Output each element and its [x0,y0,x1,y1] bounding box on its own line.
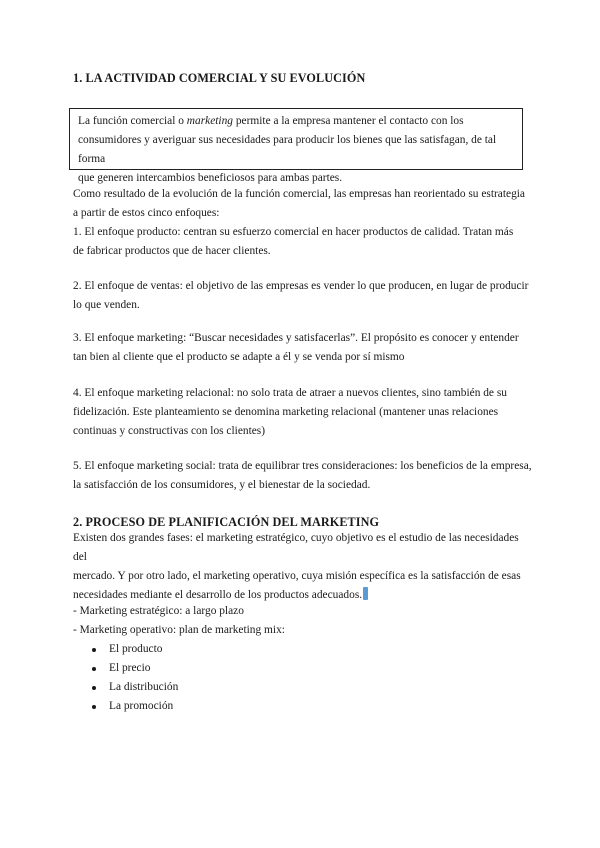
process-line-2: mercado. Y por otro lado, el marketing operativo, cuya misión específica es la satisfacción de esas [73,570,521,582]
process-paragraph [73,529,533,605]
bullet-icon [92,648,96,652]
process-line-3: necesidades mediante el desarrollo de los productos adecuados. [73,586,533,605]
intro-line-2: a partir de estos cinco enfoques: [73,207,220,219]
enfoque-4 [73,384,533,441]
enfoque-5 [73,457,533,495]
enfoque-1-line-2: de fabricar productos que de hacer clientes. [73,245,271,257]
enfoque-5-line-2: la satisfacción de los consumidores, y el bienestar de la sociedad. [73,479,371,491]
fase-estrategico: - Marketing estratégico: a largo plazo [73,605,244,617]
bullet-icon [92,705,96,709]
enfoque-3-line-2: tan bien al cliente que el producto se adapte a él y se venda por sí mismo [73,351,405,363]
definition-line-1: La función comercial o marketing permite a la empresa mantener el contacto con los [78,115,464,127]
enfoque-5-line-1: 5. El enfoque marketing social: trata de equilibrar tres consideraciones: los beneficios de la empresa, [73,460,532,472]
section-1-title: 1. LA ACTIVIDAD COMERCIAL Y SU EVOLUCIÓN [73,71,366,85]
process-line-1: Existen dos grandes fases: el marketing estratégico, cuyo objetivo es el estudio de las necesidades del [73,532,519,563]
phases-list [73,602,533,716]
definition-line-3: que generen intercambios beneficiosos para ambas partes. [78,172,343,184]
enfoque-2 [73,277,533,315]
list-item: La promoción [73,697,533,716]
list-item: La distribución [73,678,533,697]
list-item: El precio [73,659,533,678]
bullet-icon [92,667,96,671]
bullet-icon [92,686,96,690]
text-cursor [363,587,368,600]
definition-box [69,108,523,184]
intro-and-enfoque-1 [73,185,533,261]
definition-line-2: consumidores y averiguar sus necesidades para producir los bienes que las satisfagan, de tal forma [78,134,497,165]
marketing-mix-list [73,640,533,716]
enfoque-4-line-2: fidelización. Este planteamiento se denomina marketing relacional (mantener unas relaciones [73,406,499,418]
enfoque-3 [73,329,533,367]
marketing-emphasis: marketing [186,115,233,127]
list-item: El producto [73,640,533,659]
enfoque-3-line-1: 3. El enfoque marketing: “Buscar necesidades y satisfacerlas”. El propósito es conocer y entender [73,332,519,344]
intro-line-1: Como resultado de la evolución de la función comercial, las empresas han reorientado su estrategia [73,188,525,200]
fase-operativo: - Marketing operativo: plan de marketing mix: [73,624,285,636]
enfoque-4-line-1: 4. El enfoque marketing relacional: no solo trata de atraer a nuevos clientes, sino también de su [73,387,507,399]
section-2-title: 2. PROCESO DE PLANIFICACIÓN DEL MARKETING [73,515,380,529]
enfoque-2-line-1: 2. El enfoque de ventas: el objetivo de las empresas es vender lo que producen, en lugar de producir [73,280,529,292]
enfoque-1-line-1: 1. El enfoque producto: centran su esfuerzo comercial en hacer productos de calidad. Tratan más [73,226,514,238]
enfoque-2-line-2: lo que venden. [73,299,140,311]
enfoque-4-line-3: continuas y constructivas con los clientes) [73,425,266,437]
